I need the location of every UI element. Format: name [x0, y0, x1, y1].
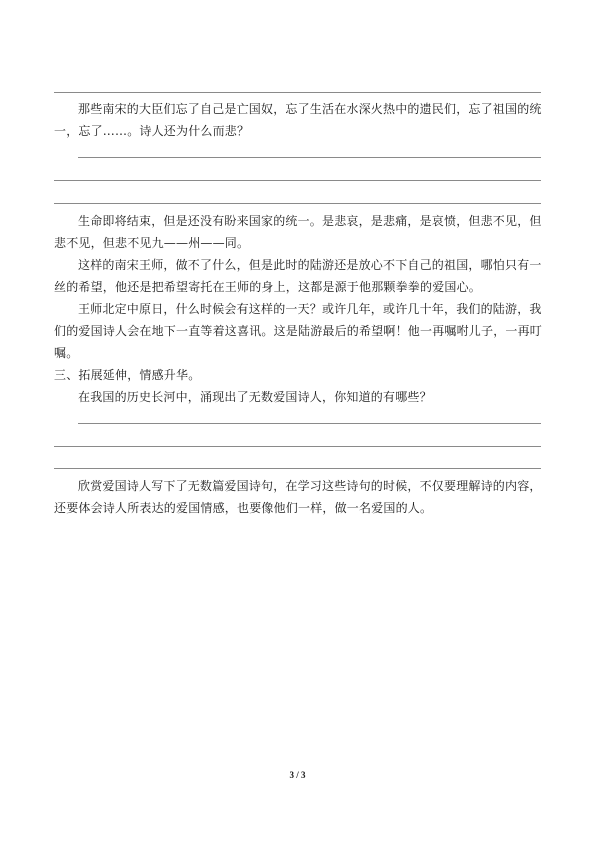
question-text: 在我国的历史长河中，涌现出了无数爱国诗人，你知道的有哪些？	[78, 390, 432, 404]
paragraph-text: 一，忘了……。诗人还为什么而悲？	[54, 124, 250, 138]
answer-line	[54, 468, 541, 469]
paragraph-text: 悲不见，但悲不见九——州——同。	[54, 236, 250, 250]
paragraph-text: 欣赏爱国诗人写下了无数篇爱国诗句，在学习这些诗句的时候，不仅要理解诗的内容，	[78, 479, 542, 493]
page-number: 3 / 3	[289, 770, 306, 780]
paragraph-text: 这样的南宋王师，做不了什么，但是此时的陆游还是放心不下自己的祖国，哪怕只有一	[78, 258, 542, 272]
paragraph-text: 还要体会诗人所表达的爱国情感，也要像他们一样，做一名爱国的人。	[54, 501, 433, 515]
section-heading: 三、拓展延伸，情感升华。	[54, 368, 201, 382]
paragraph-text: 丝的希望，他还是把希望寄托在王师的身上，这都是源于他那颗拳拳的爱国心。	[54, 280, 482, 294]
answer-line	[54, 180, 541, 181]
paragraph-text: 们的爱国诗人会在地下一直等着这喜讯。这是陆游最后的希望啊！他一再嘱咐儿子，一再叮	[54, 324, 543, 338]
answer-line	[54, 92, 541, 93]
paragraph-text: 那些南宋的大臣们忘了自己是亡国奴，忘了生活在水深火热中的遗民们，忘了祖国的统	[78, 102, 542, 116]
answer-line	[78, 423, 541, 424]
answer-line	[78, 157, 541, 158]
answer-line	[54, 446, 541, 447]
paragraph-text: 王师北定中原日，什么时候会有这样的一天？或许几年，或许几十年，我们的陆游，我	[78, 302, 542, 316]
paragraph-text: 生命即将结束，但是还没有盼来国家的统一。是悲哀，是悲痛，是哀愤，但悲不见，但	[78, 214, 542, 228]
paragraph-text: 嘱。	[54, 346, 79, 360]
answer-line	[54, 203, 541, 204]
